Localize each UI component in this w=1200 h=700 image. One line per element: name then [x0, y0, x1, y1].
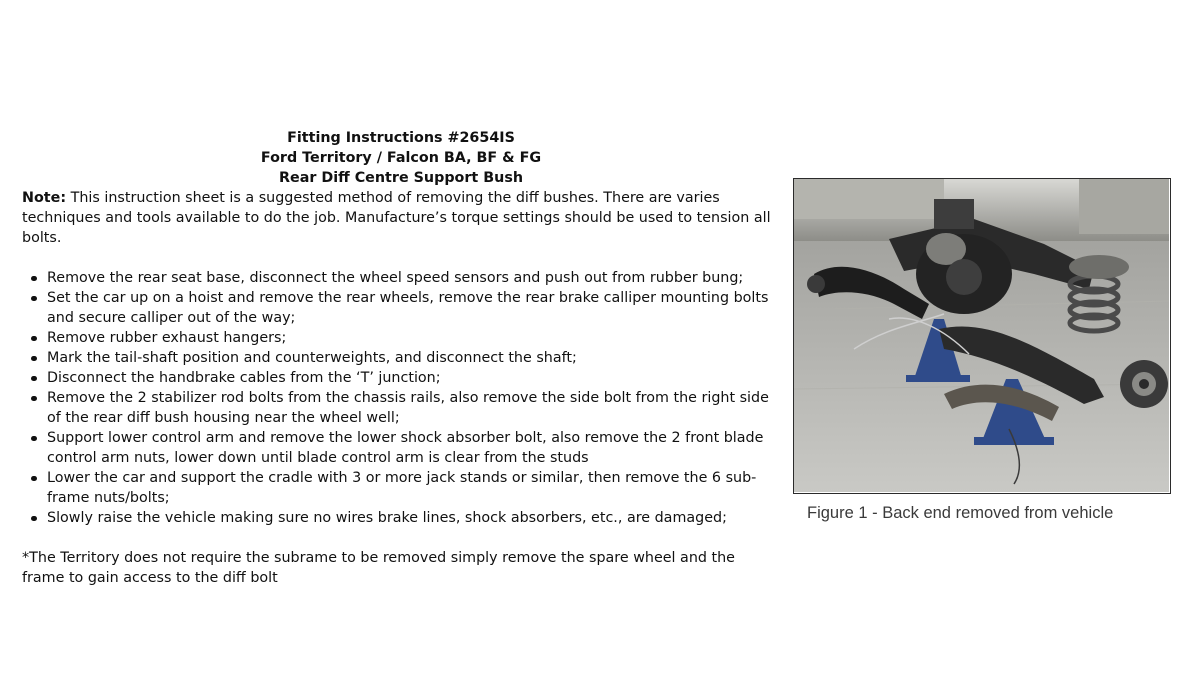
instruction-sheet [22, 128, 780, 588]
note-label: Note: [22, 190, 67, 206]
list-item: Remove the 2 stabilizer rod bolts from the chassis rails, also remove the side bolt from the right side of the rear diff bush housing near the wheel well; [47, 388, 780, 428]
list-item: Mark the tail-shaft position and counterweights, and disconnect the shaft; [47, 348, 780, 368]
list-item: Disconnect the handbrake cables from the ‘T’ junction; [47, 368, 780, 388]
list-item: Remove the rear seat base, disconnect the wheel speed sensors and push out from rubber bung; [47, 268, 780, 288]
territory-footnote: *The Territory does not require the subrame to be removed simply remove the spare wheel and the frame to gain access to the diff bolt [22, 550, 735, 586]
figure-caption: Figure 1 - Back end removed from vehicle [807, 504, 1114, 522]
document-title [22, 128, 780, 188]
list-item: Support lower control arm and remove the lower shock absorber bolt, also remove the 2 front blade control arm nuts, lower down until blade control arm is clear from the studs [47, 428, 780, 468]
title-line: Fitting Instructions #2654IS [287, 130, 515, 146]
list-item: Lower the car and support the cradle with 3 or more jack stands or similar, then remove the 6 sub-frame nuts/bolts; [47, 468, 780, 508]
figure-photo [793, 178, 1171, 494]
subtitle-vehicle: Ford Territory / Falcon BA, BF & FG [260, 150, 542, 166]
list-item: Slowly raise the vehicle making sure no wires brake lines, shock absorbers, etc., are damaged; [47, 508, 780, 528]
instruction-steps [22, 268, 780, 528]
note-text: This instruction sheet is a suggested method of removing the diff bushes. There are varies techniques and tools available to do the job. Manufacture’s torque settings should be used to tension all bolts. [22, 190, 771, 246]
list-item: Remove rubber exhaust hangers; [47, 328, 780, 348]
list-item: Set the car up on a hoist and remove the rear wheels, remove the rear brake calliper mounting bolts and secure calliper out of the way; [47, 288, 780, 328]
subtitle-part: Rear Diff Centre Support Bush [278, 170, 524, 186]
note-paragraph [22, 188, 780, 248]
